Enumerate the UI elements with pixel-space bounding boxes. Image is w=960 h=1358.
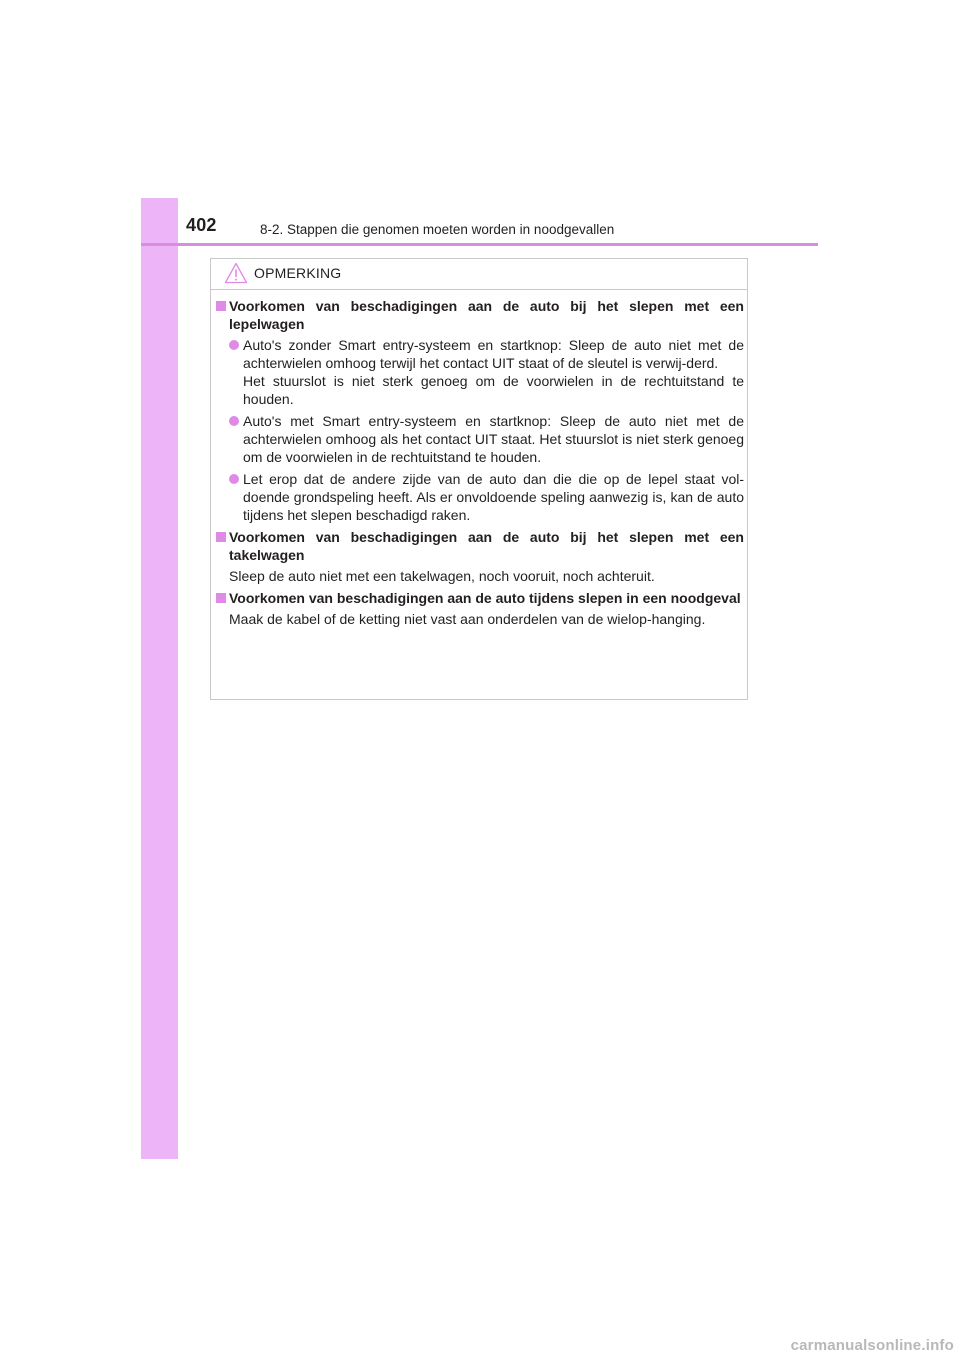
watermark: carmanualsonline.info	[790, 1337, 954, 1354]
bullet-text: Auto's zonder Smart entry-systeem en startknop: Sleep de auto niet met de achterwielen omhoog terwijl het contact UIT staat of de sleutel is verwij-derd.	[243, 337, 744, 371]
round-bullet-icon	[229, 416, 239, 426]
section-heading-text: Voorkomen van beschadigingen aan de auto bij het slepen met een takelwagen	[229, 529, 744, 563]
notice-box	[210, 258, 748, 700]
header-divider	[141, 243, 818, 246]
section-heading-text: Voorkomen van beschadigingen aan de auto bij het slepen met een lepelwagen	[229, 298, 744, 332]
bullet-text: Let erop dat de andere zijde van de auto dan die die op de lepel staat vol-doende grondspeling heeft. Als er onvoldoende speling aanwezig is, kan de auto tijdens het slepen beschadigd raken.	[243, 471, 744, 523]
section-paragraph	[216, 567, 744, 585]
round-bullet-icon	[229, 474, 239, 484]
round-bullet-icon	[229, 340, 239, 350]
section-heading-text: Voorkomen van beschadigingen aan de auto tijdens slepen in een noodgeval	[229, 590, 741, 606]
page-number: 402	[186, 215, 217, 235]
square-bullet-icon	[216, 593, 226, 603]
chapter-sidebar-tab	[141, 198, 178, 1159]
section-title: 8-2. Stappen die genomen moeten worden in noodgevallen	[260, 222, 615, 237]
notice-content	[216, 297, 744, 632]
bullet-text: Auto's met Smart entry-systeem en startknop: Sleep de auto niet met de achterwielen omhoog als het contact UIT staat. Het stuurslot is niet sterk genoeg om de voorwielen in de rechtuitstand te houden.	[243, 413, 744, 465]
bullet-item	[216, 470, 744, 524]
square-bullet-icon	[216, 301, 226, 311]
section-paragraph	[216, 610, 744, 628]
section-heading	[216, 528, 744, 564]
section-heading	[216, 297, 744, 333]
notice-header	[211, 259, 747, 290]
section-heading	[216, 589, 744, 607]
paragraph-text: Maak de kabel of de ketting niet vast aan onderdelen van de wielop-hanging.	[229, 611, 706, 627]
notice-label: OPMERKING	[254, 265, 342, 281]
bullet-item	[216, 412, 744, 466]
square-bullet-icon	[216, 532, 226, 542]
bullet-text: Het stuurslot is niet sterk genoeg om de voorwielen in de rechtuitstand te houden.	[243, 373, 744, 407]
paragraph-text: Sleep de auto niet met een takelwagen, noch vooruit, noch achteruit.	[229, 568, 655, 584]
warning-triangle-icon	[224, 262, 248, 284]
bullet-item	[216, 336, 744, 408]
